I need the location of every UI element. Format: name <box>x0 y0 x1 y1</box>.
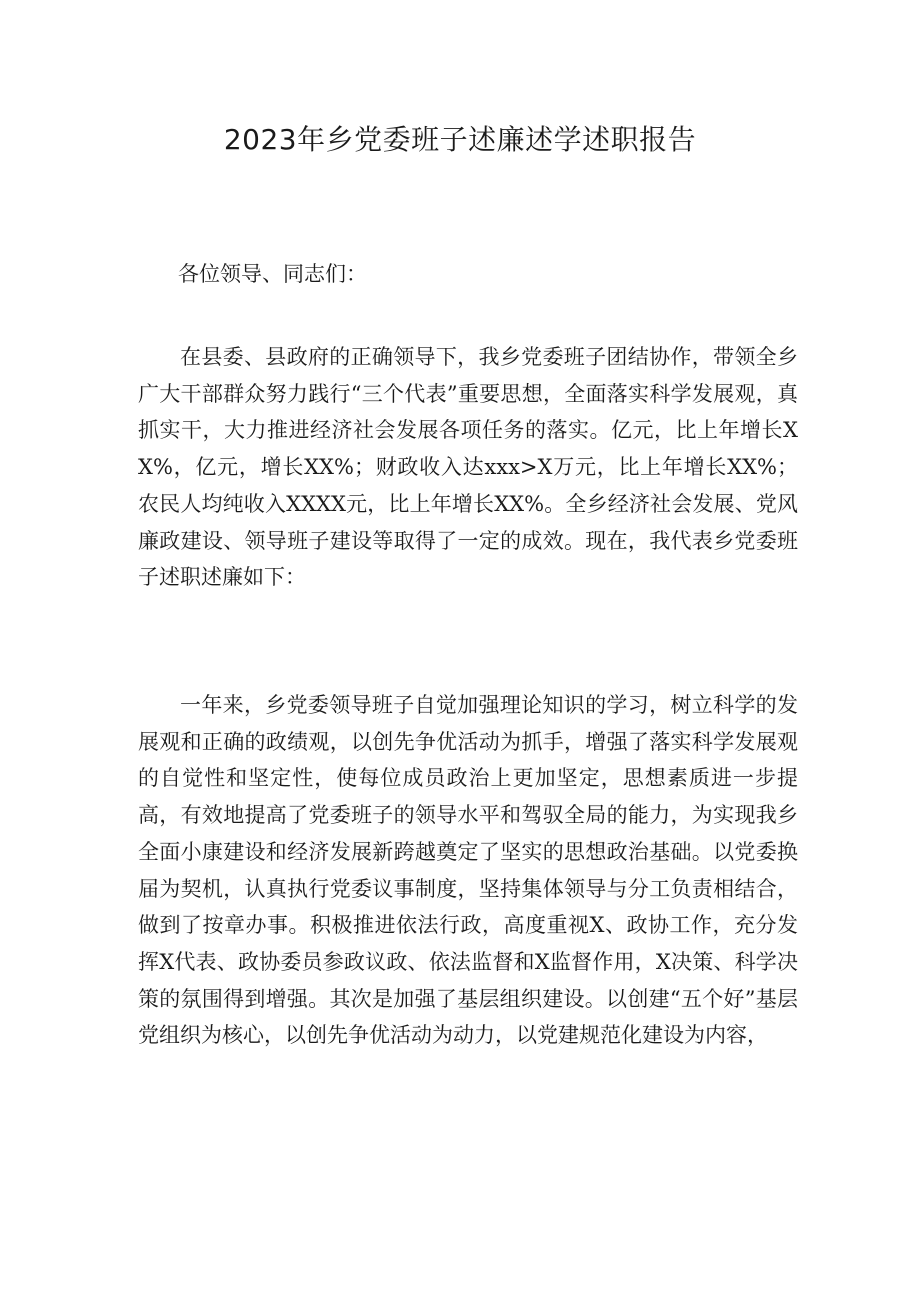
paragraph-2: 一年来，乡党委领导班子自觉加强理论知识的学习，树立科学的发展观和正确的政绩观，以创先争优活动为抓手，增强了落实科学发展观的自觉性和坚定性，使每位成员政治上更加坚定，思想素质进一步提高，有效地提高了党委班子的领导水平和驾驭全局的能力，为实现我乡全面小康建设和经济发展新跨越奠定了坚实的思想政治基础。以党委换届为契机，认真执行党委议事制度，坚持集体领导与分工负责相结合，做到了按章办事。积极推进依法行政，高度重视X、政协工作，充分发挥X代表、政协委员参政议政、依法监督和X监督作用，X决策、科学决策的氛围得到增强。其次是加强了基层组织建设。以创建“五个好”基层党组织为核心，以创先争优活动为动力，以党建规范化建设为内容， <box>138 693 798 1048</box>
document-title: 2023年乡党委班子述廉述学述职报告 <box>223 123 697 156</box>
salutation: 各位领导、同志们： <box>178 262 367 286</box>
paragraph-1: 在县委、县政府的正确领导下，我乡党委班子团结协作，带领全乡广大干部群众努力践行“三个代表”重要思想，全面落实科学发展观，真抓实干，大力推进经济社会发展各项任务的落实。亿元，比上年增长XX%，亿元，增长XX%；财政收入达xxx>X万元，比上年增长XX%；农民人均纯收入XXXX元，比上年增长XX%。全乡经济社会发展、党风廉政建设、领导班子建设等取得了一定的成效。现在，我代表乡党委班子述职述廉如下： <box>138 345 798 590</box>
